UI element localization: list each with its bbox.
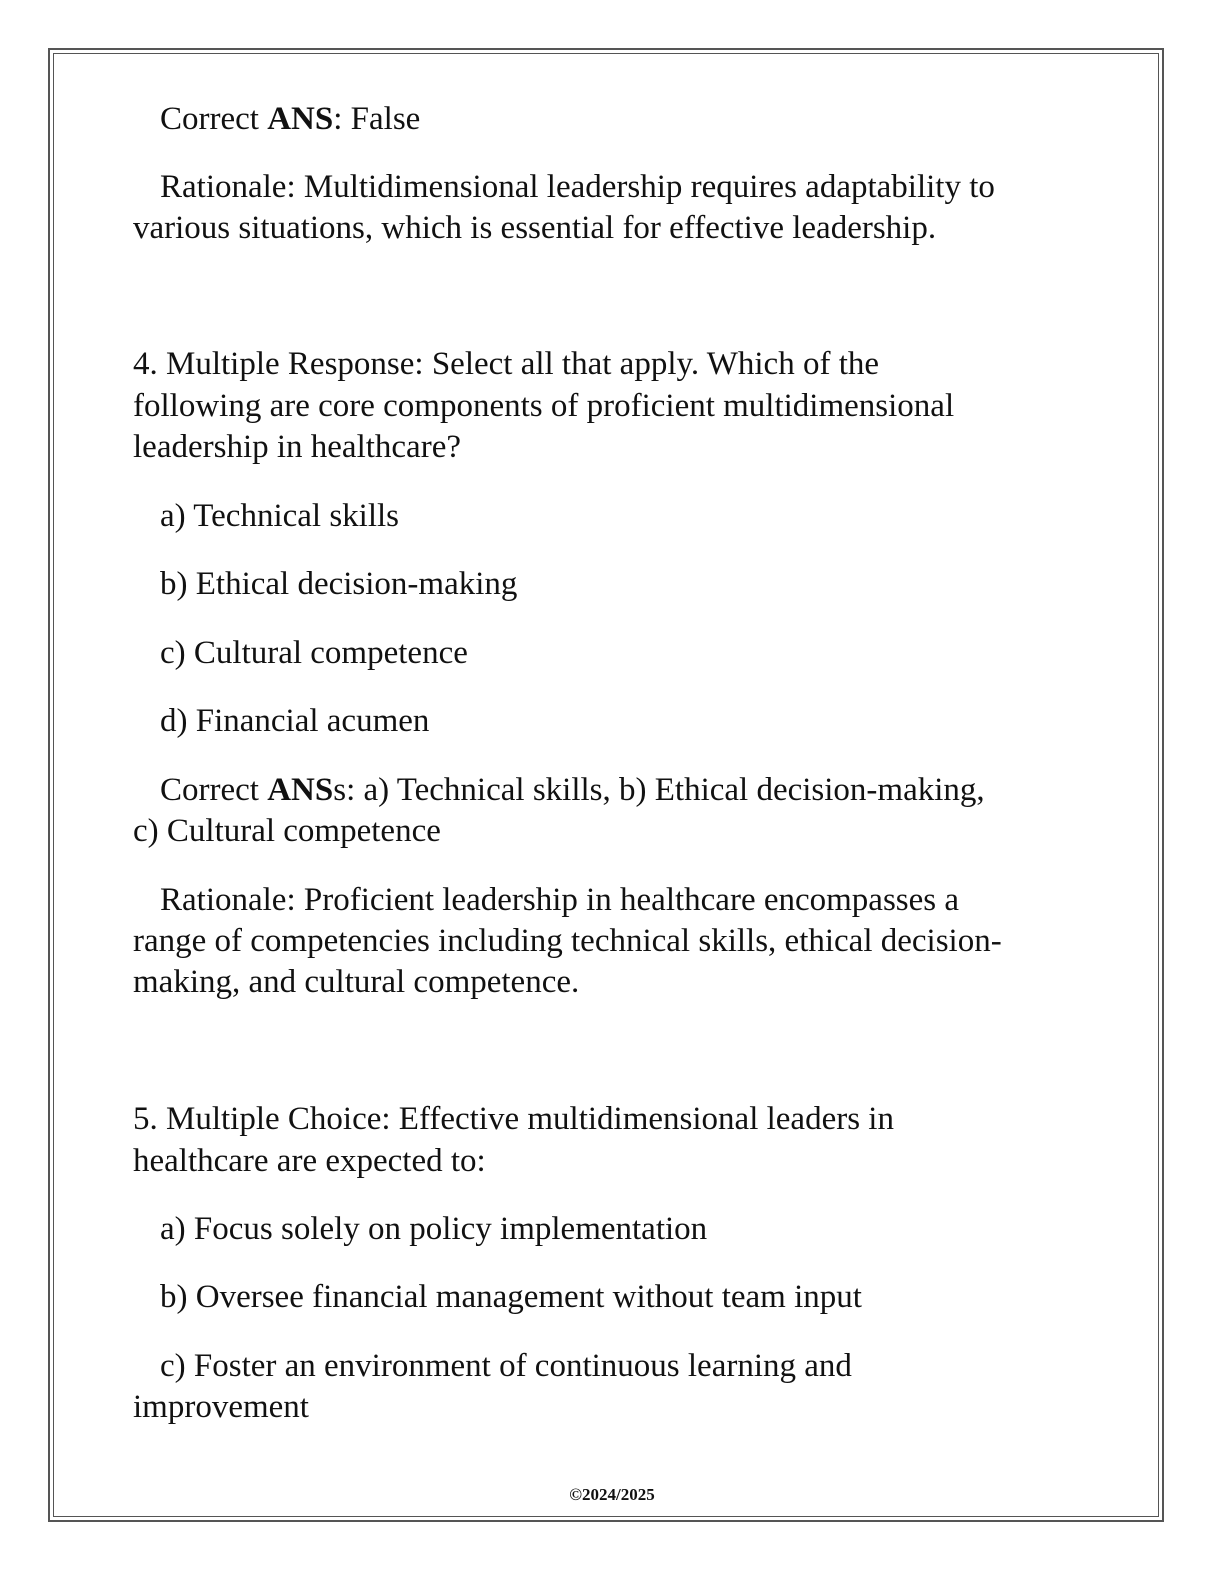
q4-option-d: d) Financial acumen <box>160 703 430 739</box>
q4-question-line-2: following are core components of proficient multidimensional <box>133 388 955 424</box>
q5-question-line-2: healthcare are expected to: <box>133 1143 486 1179</box>
q4-correct-answer-line-1: Correct ANSs: a) Technical skills, b) Ethical decision-making, <box>160 772 985 808</box>
q3-correct-answer: Correct ANS: False <box>160 101 421 137</box>
q5-option-a: a) Focus solely on policy implementation <box>160 1211 708 1247</box>
q4-option-a: a) Technical skills <box>160 498 400 534</box>
q4-rationale-line-2: range of competencies including technical skills, ethical decision- <box>133 923 1002 959</box>
q5-option-c-line-1: c) Foster an environment of continuous learning and <box>160 1348 852 1384</box>
q4-option-c: c) Cultural competence <box>160 635 468 671</box>
q4-rationale-line-1: Rationale: Proficient leadership in healthcare encompasses a <box>160 882 960 918</box>
q5-option-c-line-2: improvement <box>133 1389 309 1425</box>
q3-rationale-line-2: various situations, which is essential for effective leadership. <box>133 210 937 246</box>
q4-question-line-1: 4. Multiple Response: Select all that apply. Which of the <box>133 346 880 382</box>
q4-correct-answer-line-2: c) Cultural competence <box>133 813 441 849</box>
q5-question-line-1: 5. Multiple Choice: Effective multidimensional leaders in <box>133 1101 894 1137</box>
q3-rationale-line-1: Rationale: Multidimensional leadership requires adaptability to <box>160 169 995 205</box>
q4-option-b: b) Ethical decision-making <box>160 566 518 602</box>
q4-rationale-line-3: making, and cultural competence. <box>133 964 580 1000</box>
q4-question-line-3: leadership in healthcare? <box>133 429 461 465</box>
q5-option-b: b) Oversee financial management without team input <box>160 1279 862 1315</box>
copyright-footer: ©2024/2025 <box>569 1485 655 1504</box>
